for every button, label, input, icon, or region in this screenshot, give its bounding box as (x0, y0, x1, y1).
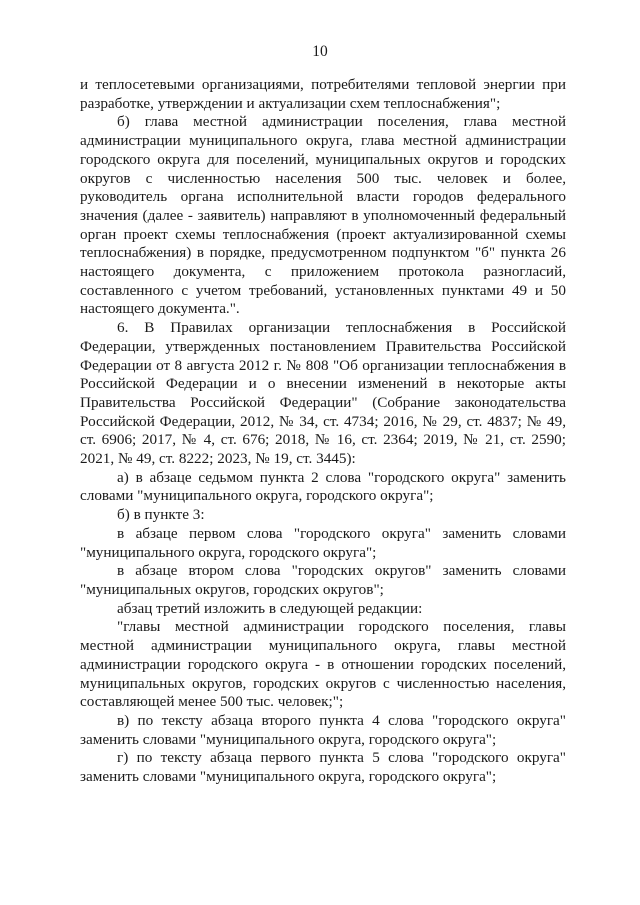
paragraph-subitem-a: а) в абзаце седьмом пункта 2 слова "городского округа" заменить словами "муниципального округа, городского округа"; (80, 468, 566, 505)
paragraph-second-abzac: в абзаце втором слова "городских округов" заменить словами "муниципальных округов, городских округов"; (80, 562, 566, 598)
paragraph-item-6: 6. В Правилах организации теплоснабжения в Российской Федерации, утвержденных постановлением Правительства Российской Федерации от 8 августа 2012 г. № 808 "Об организации теплоснабжения в Российской Федерации и о внесении изменений в некоторые акты Правительства Российской Федерации" (Собрание законодательства Российской Федерации, 2012, № 34, ст. 4734; 2016, № 29, ст. 4837; № 49, ст. 6906; 2017, № 4, ст. 676; 2018, № 16, ст. 2364; 2019, № 21, ст. 2590; 2021, № 49, ст. 8222; 2023, № 19, ст. 3445): (80, 319, 566, 468)
page-number: 10 (312, 43, 328, 60)
paragraph-subitem-v: в) по тексту абзаца второго пункта 4 слова "городского округа" заменить словами "муниципального округа, городского округа"; (80, 711, 566, 748)
paragraph-continuation: и теплосетевыми организациями, потребителями тепловой энергии при разработке, утверждении и актуализации схем теплоснабжения"; (80, 76, 566, 112)
paragraph-subitem-b: б) глава местной администрации поселения, глава местной администрации муниципального округа, глава местной администрации городского округа для поселений, муниципальных округов и городских округов с численностью населения 500 тыс. человек и более, руководитель органа исполнительной власти городов федерального значения (далее - заявитель) направляют в уполномоченный федеральный орган проект схемы теплоснабжения (проект актуализированной схемы теплоснабжения) в порядке, предусмотренном подпунктом "б" пункта 26 настоящего документа, с приложением протокола разногласий, составленного с учетом требований, установленных пунктами 49 и 50 настоящего документа.". (80, 113, 566, 318)
paragraph-subitem-b-point-3: б) в пункте 3: (117, 506, 205, 524)
paragraph-quoted-text: "главы местной администрации городского поселения, главы местной администрации муниципального округа, главы местной администрации городского округа - в отношении городских поселений, муниципальных округов, городских округов с численностью населения, составляющей менее 500 тыс. человек;"; (80, 618, 566, 711)
document-body (80, 76, 566, 787)
paragraph-subitem-g: г) по тексту абзаца первого пункта 5 слова "городского округа" заменить словами "муниципального округа, городского округа"; (80, 749, 566, 786)
paragraph-first-abzac: в абзаце первом слова "городского округа" заменить словами "муниципального округа, городского округа"; (80, 524, 566, 561)
paragraph-third-abzac: абзац третий изложить в следующей редакции: (117, 599, 423, 617)
